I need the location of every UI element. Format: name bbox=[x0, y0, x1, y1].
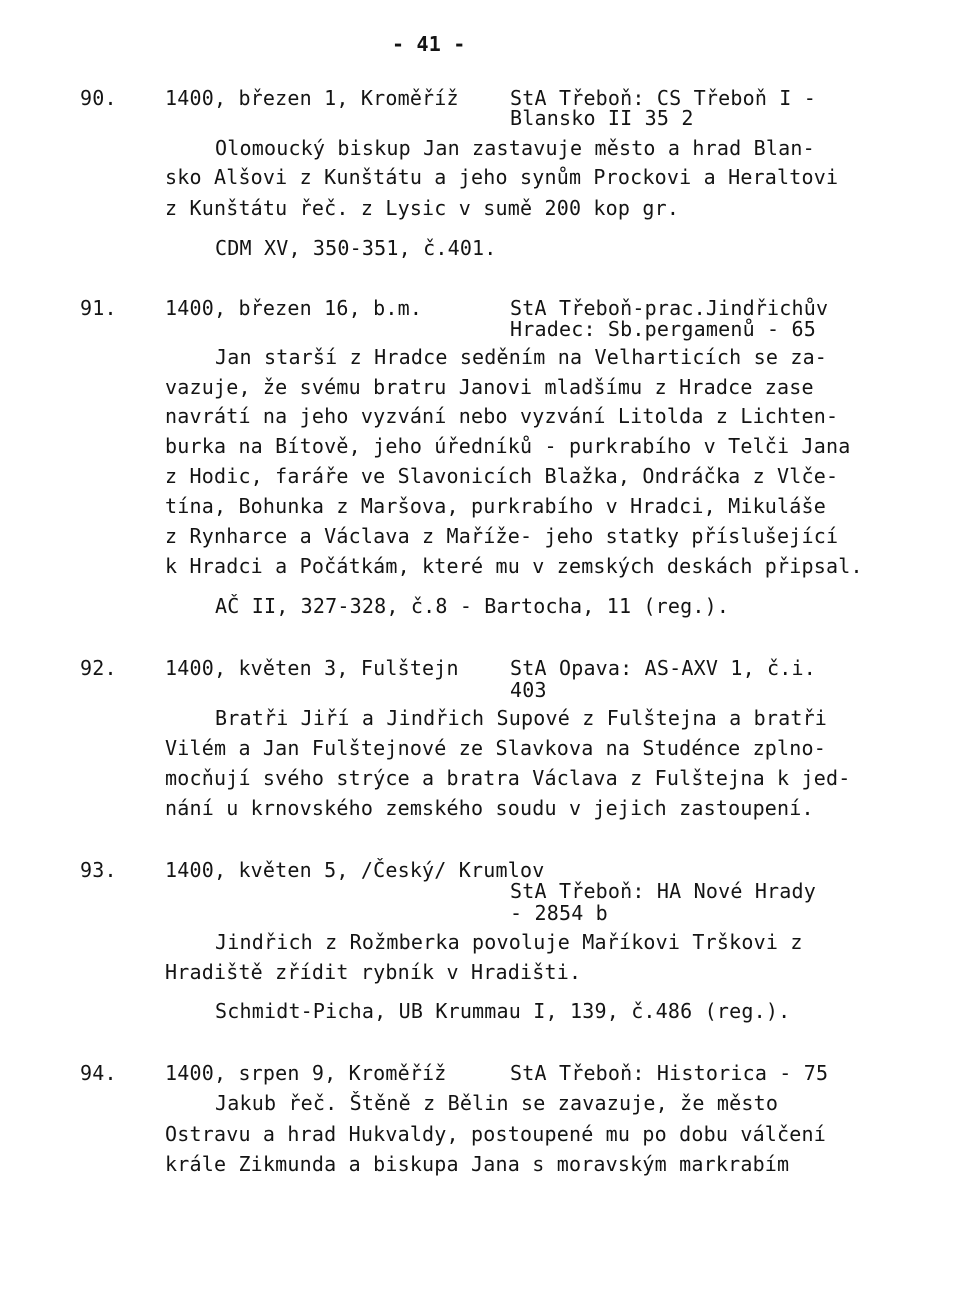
entry-source-line: StA Třeboň: Historica - 75 bbox=[510, 1061, 829, 1085]
entry-body-line: Hradiště zřídit rybník v Hradišti. bbox=[165, 960, 582, 984]
entry-reference: AČ II, 327-328, č.8 - Bartocha, 11 (reg.). bbox=[215, 594, 730, 618]
entry-body-line: mocňují svého strýce a bratra Václava z Fulštejna k jed- bbox=[165, 766, 851, 790]
entry-body-line: Jindřich z Rožmberka povoluje Maříkovi Trškovi z bbox=[215, 930, 803, 954]
entry-source-line: - 2854 b bbox=[510, 901, 608, 925]
entry-body-line: Olomoucký biskup Jan zastavuje město a hrad Blan- bbox=[215, 136, 815, 160]
entry-body-line: vazuje, že svému bratru Janovi mladšímu z Hradce zase bbox=[165, 375, 814, 399]
entry-body-line: z Rynharce a Václava z Maříže- jeho statky příslušející bbox=[165, 524, 839, 548]
entry-body-line: burka na Bítově, jeho úředníků - purkrabího v Telči Jana bbox=[165, 434, 851, 458]
entry-body-line: tína, Bohunka z Maršova, purkrabího v Hradci, Mikuláše bbox=[165, 494, 827, 518]
entry-body-line: navrátí na jeho vyzvání nebo vyzvání Litolda z Lichten- bbox=[165, 404, 839, 428]
entry-number: 94. bbox=[80, 1061, 117, 1085]
entry-date-place: 1400, srpen 9, Kroměříž bbox=[165, 1061, 447, 1085]
entry-source-line: Blansko II 35 2 bbox=[510, 106, 694, 130]
entry-body-line: k Hradci a Počátkám, které mu v zemských deskách připsal. bbox=[165, 554, 863, 578]
entry-body-line: sko Alšovi z Kunštátu a jeho synům Prockovi a Heraltovi bbox=[165, 165, 839, 189]
entry-date-place: 1400, březen 16, b.m. bbox=[165, 296, 423, 320]
page-number: - 41 - bbox=[392, 32, 466, 56]
entry-body-line: krále Zikmunda a biskupa Jana s moravským markrabím bbox=[165, 1152, 790, 1176]
entry-reference: Schmidt-Picha, UB Krummau I, 139, č.486 (reg.). bbox=[215, 999, 791, 1023]
entry-source-line: StA Třeboň: HA Nové Hrady bbox=[510, 879, 817, 903]
entry-number: 92. bbox=[80, 656, 117, 680]
entry-date-place: 1400, květen 3, Fulštejn bbox=[165, 656, 459, 680]
entry-body-line: Jakub řeč. Štěně z Bělin se zavazuje, že město bbox=[215, 1091, 779, 1115]
entry-source-line: StA Opava: AS-AXV 1, č.i. bbox=[510, 656, 817, 680]
entry-body-line: Jan starší z Hradce seděním na Velharticích se za- bbox=[215, 345, 828, 369]
entry-source-line: StA Třeboň: CS Třeboň I - bbox=[510, 86, 817, 110]
entry-source-line: StA Třeboň-prac.Jindřichův bbox=[510, 296, 829, 320]
entry-body-line: nání u krnovského zemského soudu v jejich zastoupení. bbox=[165, 796, 814, 820]
entry-reference: CDM XV, 350-351, č.401. bbox=[215, 236, 497, 260]
entry-body-line: Ostravu a hrad Hukvaldy, postoupené mu po dobu válčení bbox=[165, 1122, 827, 1146]
entry-number: 91. bbox=[80, 296, 117, 320]
entry-source-line: 403 bbox=[510, 678, 547, 702]
entry-date-place: 1400, květen 5, /Český/ Krumlov bbox=[165, 858, 545, 882]
entry-date-place: 1400, březen 1, Kroměříž bbox=[165, 86, 459, 110]
entry-body-line: Bratři Jiří a Jindřich Supové z Fulštejna a bratři bbox=[215, 706, 828, 730]
entry-body-line: z Kunštátu řeč. z Lysic v sumě 200 kop gr. bbox=[165, 196, 680, 220]
entry-source-line: Hradec: Sb.pergamenů - 65 bbox=[510, 317, 817, 341]
entry-number: 90. bbox=[80, 86, 117, 110]
entry-number: 93. bbox=[80, 858, 117, 882]
entry-body-line: z Hodic, faráře ve Slavonicích Blažka, Ondráčka z Vlče- bbox=[165, 464, 839, 488]
entry-body-line: Vilém a Jan Fulštejnové ze Slavkova na Studénce zplno- bbox=[165, 736, 827, 760]
